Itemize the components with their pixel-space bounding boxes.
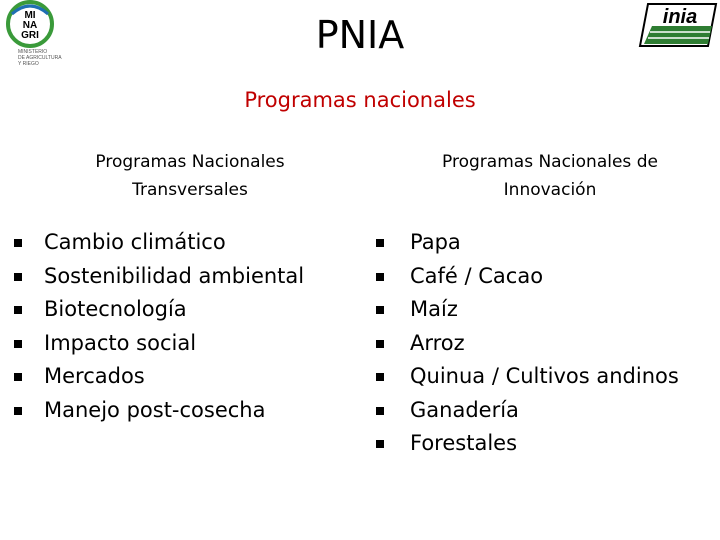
bullet-icon [376, 373, 384, 381]
list-item-label: Maíz [410, 297, 458, 321]
list-item [0, 327, 679, 361]
minagri-logo-line3: GRI [21, 30, 39, 41]
list-item [0, 226, 679, 260]
list-item [0, 260, 679, 294]
list-item-label: Manejo post-cosecha [44, 397, 266, 422]
minagri-caption-line1: MINISTERIO [18, 49, 48, 55]
bullet-icon [376, 239, 384, 247]
right-heading-line2: Innovación [503, 180, 597, 200]
minagri-caption-line3: Y RIEGO [18, 61, 39, 67]
list-item-label: Arroz [410, 330, 465, 355]
right-column-heading [380, 148, 720, 204]
left-heading-line2: Transversales [132, 180, 248, 200]
list-item-label: Biotecnología [44, 297, 187, 321]
bullet-icon [376, 273, 384, 281]
list-item [0, 427, 679, 461]
minagri-logo-line1: MI [24, 10, 36, 21]
left-column-heading [40, 148, 340, 204]
list-item-label: Quinua / Cultivos andinos [410, 364, 679, 388]
bullet-icon [376, 340, 384, 348]
list-item [0, 360, 679, 394]
innovation-programs-list [0, 226, 679, 461]
list-item-label: Cambio climático [44, 230, 226, 254]
inia-logo-text: inia [662, 6, 698, 28]
list-item-label: Mercados [44, 364, 145, 388]
page-title: PNIA [315, 13, 405, 57]
list-item-label: Ganadería [410, 397, 519, 422]
minagri-logo-line2: NA [22, 20, 38, 31]
list-item-label: Papa [410, 230, 461, 254]
list-item-label: Impacto social [44, 330, 197, 355]
right-heading-line1: Programas Nacionales de [442, 152, 658, 172]
minagri-caption-line2: DE AGRICULTURA [18, 55, 62, 61]
list-item-label: Café / Cacao [410, 263, 544, 288]
bullet-icon [376, 440, 384, 448]
list-item-label: Forestales [410, 431, 518, 455]
bullet-icon [376, 407, 384, 415]
page-subtitle: Programas nacionales [244, 88, 476, 112]
list-item-label: Sostenibilidad ambiental [44, 263, 305, 288]
list-item [0, 394, 679, 428]
bullet-icon [376, 306, 384, 314]
left-heading-line1: Programas Nacionales [95, 152, 285, 172]
list-item [0, 293, 679, 327]
